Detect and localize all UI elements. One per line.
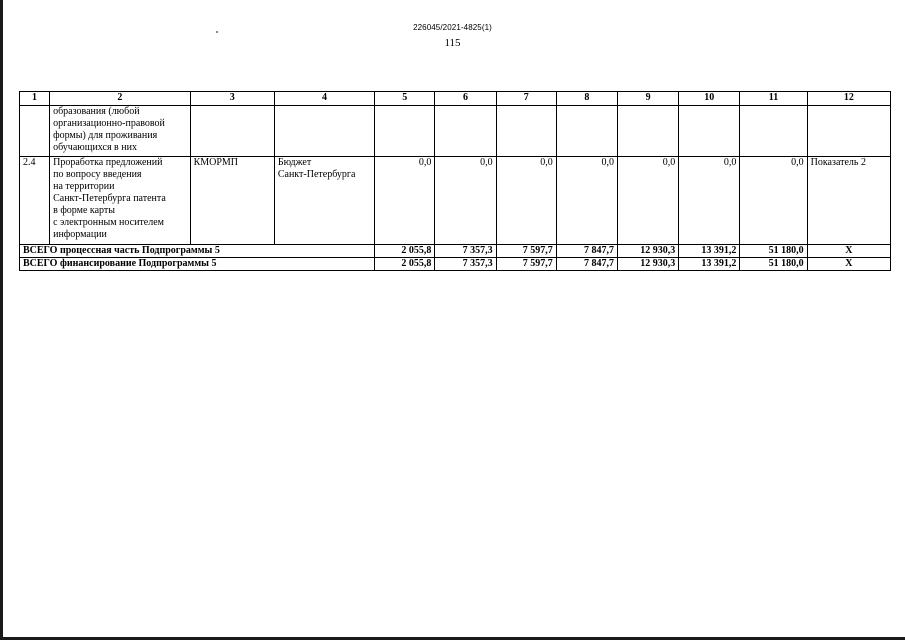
value-cell <box>740 106 807 157</box>
total-label: ВСЕГО процессная часть Подпрограммы 5 <box>20 245 375 258</box>
table-row <box>20 157 891 245</box>
column-number: 3 <box>190 92 274 106</box>
total-row-financing <box>20 258 891 271</box>
source-cell <box>274 106 374 157</box>
total-mark: X <box>807 245 890 258</box>
source-cell <box>274 157 374 245</box>
column-number: 11 <box>740 92 807 106</box>
column-number-row <box>20 92 891 106</box>
executor-cell <box>190 106 274 157</box>
total-value: 7 597,7 <box>496 258 556 271</box>
value-cell <box>679 106 740 157</box>
value-cell: 0,0 <box>740 157 807 245</box>
row-number-cell: 2.4 <box>20 157 50 245</box>
value-cell: 0,0 <box>496 157 556 245</box>
value-cell <box>556 106 617 157</box>
total-value: 12 930,3 <box>618 258 679 271</box>
total-value: 13 391,2 <box>679 245 740 258</box>
column-number: 5 <box>375 92 435 106</box>
value-cell: 0,0 <box>375 157 435 245</box>
column-number: 8 <box>556 92 617 106</box>
executor-cell: КМОРМП <box>190 157 274 245</box>
total-value: 12 930,3 <box>618 245 679 258</box>
total-value: 2 055,8 <box>375 245 435 258</box>
value-cell <box>618 106 679 157</box>
row-number-cell <box>20 106 50 157</box>
activity-line: по вопросу введения <box>53 169 142 180</box>
column-number: 1 <box>20 92 50 106</box>
indicator-cell <box>807 106 890 157</box>
source-line: Бюджет <box>277 157 312 168</box>
total-value: 7 597,7 <box>496 245 556 258</box>
column-number: 7 <box>496 92 556 106</box>
activity-line: формы) для проживания <box>53 130 158 141</box>
value-cell: 0,0 <box>618 157 679 245</box>
total-mark: X <box>807 258 890 271</box>
continued-row <box>20 106 891 157</box>
value-cell: 0,0 <box>435 157 496 245</box>
document-id: 226045/2021-4825(1) <box>413 23 492 32</box>
budget-table <box>19 91 891 271</box>
column-number: 10 <box>679 92 740 106</box>
activity-cell <box>50 106 190 157</box>
value-cell <box>435 106 496 157</box>
activity-line: организационно-правовой <box>53 118 165 129</box>
total-value: 13 391,2 <box>679 258 740 271</box>
total-label: ВСЕГО финансирование Подпрограммы 5 <box>20 258 375 271</box>
total-value: 2 055,8 <box>375 258 435 271</box>
column-number: 12 <box>807 92 890 106</box>
source-line: Санкт-Петербурга <box>277 169 356 180</box>
total-value: 51 180,0 <box>740 258 807 271</box>
activity-line: Проработка предложений <box>53 157 163 168</box>
total-value: 7 847,7 <box>556 245 617 258</box>
scan-edge-left <box>0 0 3 640</box>
column-number: 2 <box>50 92 190 106</box>
column-number: 4 <box>274 92 374 106</box>
activity-line: с электронным носителем <box>53 217 164 228</box>
activity-line: информации <box>53 229 107 240</box>
activity-cell <box>50 157 190 245</box>
total-row-process <box>20 245 891 258</box>
activity-line: Санкт-Петербурга патента <box>53 193 166 204</box>
indicator-cell: Показатель 2 <box>807 157 890 245</box>
total-value: 7 357,3 <box>435 245 496 258</box>
activity-line: образования (любой <box>53 106 140 117</box>
value-cell: 0,0 <box>556 157 617 245</box>
page-number: 115 <box>444 37 461 49</box>
value-cell: 0,0 <box>679 157 740 245</box>
total-value: 7 847,7 <box>556 258 617 271</box>
total-value: 7 357,3 <box>435 258 496 271</box>
activity-line: на территории <box>53 181 115 192</box>
activity-line: обучающихся в них <box>53 142 137 153</box>
value-cell <box>375 106 435 157</box>
value-cell <box>496 106 556 157</box>
total-value: 51 180,0 <box>740 245 807 258</box>
activity-line: в форме карты <box>53 205 116 216</box>
column-number: 9 <box>618 92 679 106</box>
column-number: 6 <box>435 92 496 106</box>
